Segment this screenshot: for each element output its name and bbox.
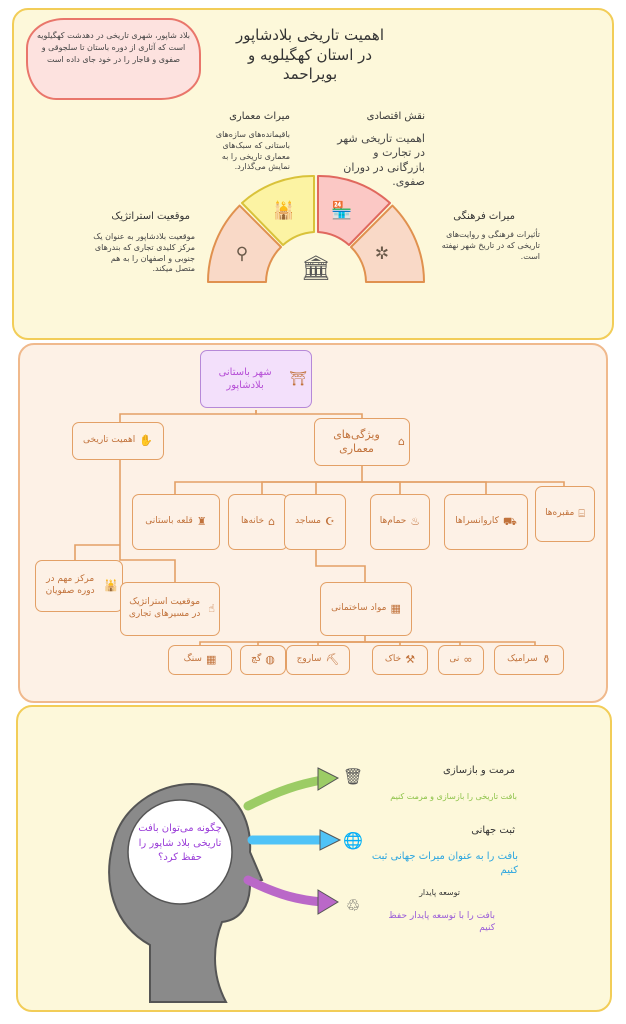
- arrow-purple: [248, 880, 322, 902]
- option-restoration-desc: بافت تاریخی را بازسازی و مرمت کنیم: [390, 792, 517, 801]
- mortar-icon: ⛏: [325, 652, 340, 666]
- material-reed-label: نی: [449, 654, 460, 665]
- museum-building-icon: 🏛: [300, 254, 332, 282]
- option-registration-desc: بافت را به عنوان میراث جهانی ثبت کنیم: [371, 851, 518, 876]
- trash-can-icon: 🗑: [342, 767, 364, 786]
- globe-hand-icon: 🌐: [343, 831, 363, 850]
- bath-icon: ♨: [410, 514, 421, 528]
- palace-icon: 🕌: [273, 201, 295, 221]
- material-soil-label: خاک: [384, 654, 402, 665]
- option-sustainable-desc: بافت را با توسعه پایدار حفظ کنیم: [388, 911, 495, 934]
- bricks-icon: ▦: [390, 601, 401, 615]
- tomb-icon: ⌸: [578, 506, 585, 520]
- strategic-label: موقعیت استراتژیک در مسیرهای تجاری: [128, 597, 201, 619]
- film-reel-icon: ✲: [374, 244, 390, 264]
- option-sustainable-title: توسعه پایدار: [419, 888, 460, 897]
- materials-label: مواد ساختمانی: [331, 603, 387, 614]
- feature-baths-label: حمام‌ها: [379, 516, 407, 527]
- architecture-label: ویژگی‌های معماری: [333, 427, 380, 455]
- location-pin-icon: ⚲: [235, 244, 249, 264]
- feature-houses-label: خانه‌ها: [240, 516, 265, 527]
- option-restoration-title: مرمت و بازسازی: [443, 765, 515, 776]
- plaster-icon: ◍: [265, 652, 275, 666]
- segment-economic-title: نقش اقتصادی: [366, 111, 425, 122]
- caravan-icon: ⛟: [502, 514, 517, 528]
- columns-icon: ⛩: [289, 370, 307, 387]
- castle-icon: ♜: [196, 514, 207, 528]
- safavid-center-label: مرکز مهم در دوره صفویان: [45, 574, 95, 596]
- mosque-icon: ☪: [325, 514, 335, 528]
- segment-cultural-title: میراث فرهنگی: [453, 211, 515, 222]
- history-hand-icon: ✋: [139, 433, 153, 447]
- sustainability-icon: ♲: [345, 896, 361, 915]
- arrow-green: [248, 780, 322, 806]
- market-stall-icon: 🏪: [331, 201, 353, 221]
- feature-castle-label: قلعه باستانی: [145, 516, 193, 527]
- hand-point-icon: ☝: [208, 601, 215, 615]
- page-title-line-3: بویراحمد: [282, 65, 338, 83]
- tree-root-label: شهر باستانی بلادشاپور: [218, 367, 272, 391]
- segment-architecture-desc: باقیمانده‌های سازه‌های باستانی که سبک‌های معماری تاریخی را به نمایش می‌گذارد.: [215, 130, 290, 172]
- segment-strategic-title: موقعیت استراتژیک: [111, 211, 190, 222]
- city-icon: 🕌: [104, 578, 118, 592]
- history-label: اهمیت تاریخی: [83, 435, 136, 446]
- segment-strategic-desc: موقعیت بلادشاپور به عنوان یک مرکز کلیدی تجاری که بندرهای جنوبی و اصفهان را به هم متصل میکند.: [93, 232, 195, 274]
- feature-mosques-label: مساجد: [295, 516, 322, 527]
- segment-architecture-title: میراث معماری: [229, 111, 290, 122]
- page-title-line-2: در استان کهگیلویه و: [247, 45, 373, 64]
- page-title-line-1: اهمیت تاریخی بلادشاپور: [235, 26, 384, 44]
- shovel-icon: ⚒: [405, 652, 416, 666]
- question-text: چگونه می‌توان بافت تاریخی بلاد شاپور را حفظ کرد؟: [138, 823, 222, 863]
- reed-icon: ∞: [463, 652, 473, 666]
- material-ceramic-label: سرامیک: [507, 654, 538, 665]
- segment-cultural-desc: تأثیرات فرهنگی و روایت‌های تاریخی که در تاریخ شهر نهفته است.: [441, 230, 540, 261]
- segment-economic-desc: اهمیت تاریخی شهر در تجارت و بازرگانی در دوران صفوی.: [337, 132, 425, 188]
- material-stone-label: سنگ: [183, 654, 202, 665]
- intro-cloud-text: بلاد شاپور، شهری تاریخی در دهدشت کهگیلویه است که آثاری از دوره باستان تا سلجوقی و صفوی و قاجار را در خود جای داده است: [36, 31, 190, 64]
- feature-caravanserai-label: کاروانسراها: [455, 516, 499, 527]
- house-outline-icon: ⌂: [398, 434, 405, 448]
- material-plaster-label: گچ: [251, 654, 262, 665]
- option-registration-title: ثبت جهانی: [471, 825, 515, 836]
- material-mortar-label: ساروج: [296, 654, 322, 665]
- house-icon: ⌂: [268, 514, 276, 528]
- feature-tombs-label: مقبره‌ها: [545, 508, 575, 519]
- stone-wall-icon: ▦: [205, 652, 217, 666]
- vase-icon: ⚱: [541, 652, 551, 666]
